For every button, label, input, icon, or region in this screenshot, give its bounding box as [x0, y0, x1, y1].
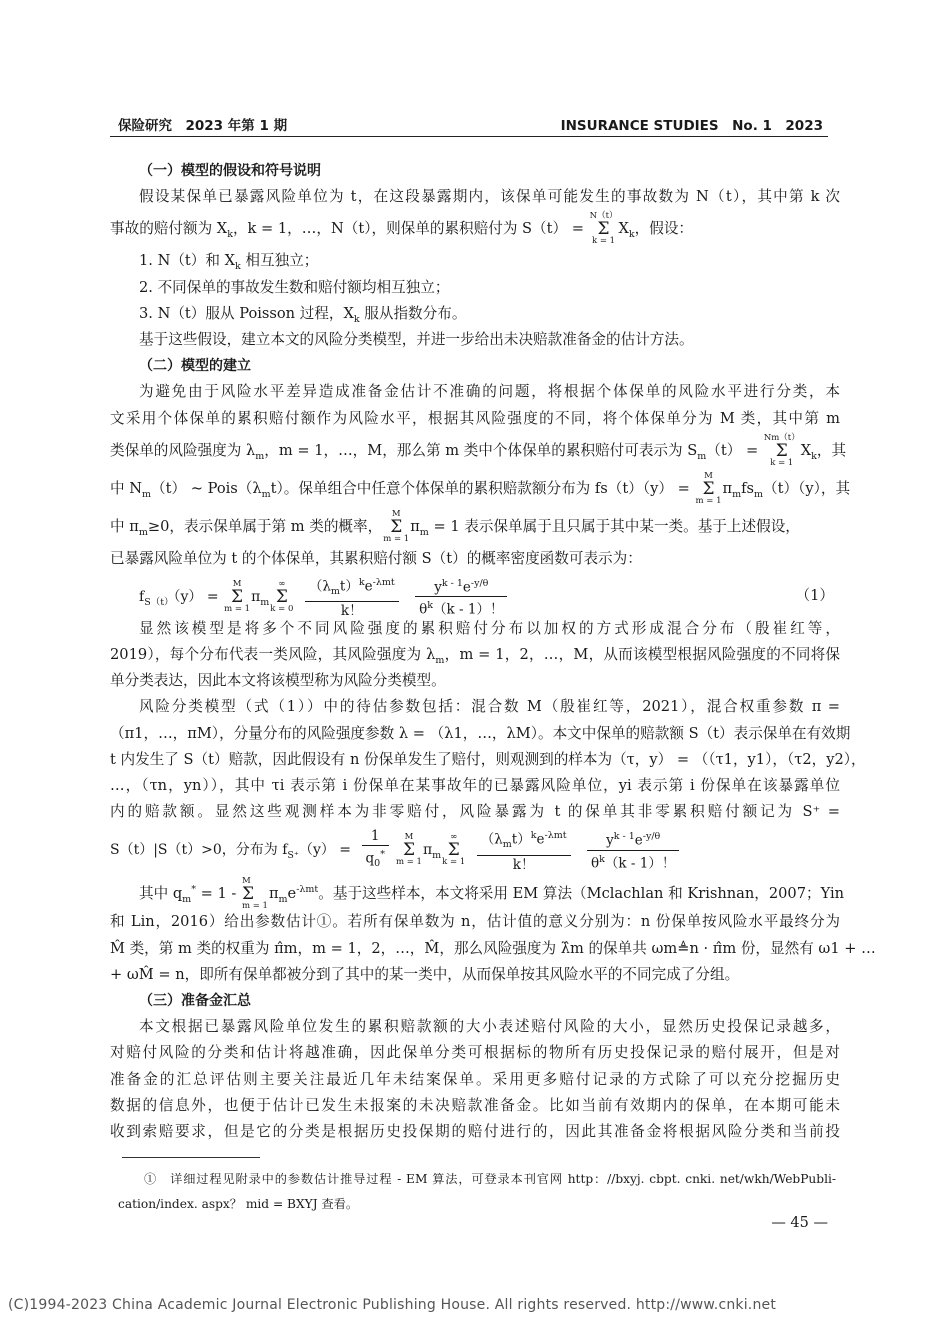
fraction: $\frac{(\lambda_mt)^ke^{-\lambda mt}}{k!}$	[305, 574, 399, 620]
equation-1: $f_{S(t)}(y)$ = M Σ m = 1 $\pi_m$ ∞ Σ k = 0 $\frac{(\lambda_mt)^ke^{-\lambda mt}}{k!}$ $\frac{y^{k - 1}e^{-y/\theta}}{\theta^k(k - 1)!}$ （1）	[110, 572, 840, 616]
footnote-line-2: cation/index. aspx？ mid = BXYJ 查看。	[118, 1197, 359, 1211]
paragraph-line: 假设某保单已暴露风险单位为 t，在这段暴露期内，该保单可能发生的事故数为 N（t），其中第 k 次	[139, 188, 840, 206]
summation-symbol: Nm（t） Σ k = 1	[763, 432, 800, 468]
paragraph-line: 数据的信息外，也便于估计已发生未报案的未决赔款准备金。比如当前有效期内的保单，在本期可能未	[110, 1096, 840, 1114]
paragraph-line: + ωM̂ = n，即所有保单都被分到了其中的某一类中，从而保单按其风险水平的不同完成了分组。	[110, 965, 740, 983]
paragraph-line: 本文根据已暴露风险单位发生的累积赔款额的大小表述赔付风险的大小，显然历史投保记录越多，	[139, 1018, 840, 1036]
paragraph-line: 内的赔款额。显然这些观测样本为非零赔付，风险暴露为 t 的保单其非零累积赔付额记为 S⁺ =	[110, 803, 840, 821]
paragraph-line: 文采用个体保单的累积赔付额作为风险水平，根据其风险强度的不同，将个体保单分为 M 类，其中第 m	[110, 409, 840, 427]
paragraph-line-with-sum: 事故的赔付额为 $X_k$，k = 1，…，N（t），则保单的累积赔付为 S（t） = N（t） Σ k = 1 $X_k$，假设：	[110, 211, 694, 247]
section-heading-3: （三）准备金汇总	[139, 992, 251, 1009]
paragraph-line: t 内发生了 S（t）赔款，因此假设有 n 份保单发生了赔付，则观测到的样本为（τ，y） = （（τ1，y1），（τ2，y2），	[110, 750, 866, 768]
summation-symbol: N（t） Σ k = 1	[589, 211, 618, 247]
paragraph-line: 显然该模型是将多个不同风险强度的累积赔付分布以加权的方式形成混合分布（殷崔红等，	[139, 619, 840, 637]
summation-symbol: ∞ Σ k = 1	[442, 832, 466, 868]
running-header-left: 保险研究 2023 年第 1 期	[118, 118, 288, 134]
fraction: $\frac{1}{q_0^*}$	[362, 827, 389, 873]
paragraph-line-with-sum: 其中 $q_m^* = 1$ - M Σ m = 1 $\pi_me^{-\lambda mt}$。基于这些样本，本文将采用 EM 算法（Mclachlan 和 Krishnan，2007；Yin	[139, 876, 845, 912]
list-item-2: 2. 不同保单的事故发生数和赔付额均相互独立；	[139, 278, 450, 296]
summation-symbol: M Σ m = 1	[695, 470, 722, 506]
paragraph-line: 已暴露风险单位为 t 的个体保单，其累积赔付额 S（t）的概率密度函数可表示为：	[110, 549, 642, 567]
section-heading-1: （一）模型的假设和符号说明	[139, 163, 321, 179]
paragraph-line: M̂ 类，第 m 类的权重为 π̂m，m = 1，2，…，M̂，那么风险强度为 λ̂m 的保单共 ωm≜n · π̂m 份，显然有 ω1 + …	[110, 939, 876, 957]
summation-symbol: M Σ m = 1	[383, 508, 410, 544]
paragraph-line: 对赔付风险的分类和估计将越准确，因此保单分类可根据标的物所有历史投保记录的赔付展开，但是对	[110, 1044, 840, 1062]
paragraph-line-with-sum: 中 $N_m(t)$ ~ $Pois(\lambda_mt)$。保单组合中任意个体保单的累积赔款额分布为 fs（t）（y） = M Σ m = 1 $\pi_mfs_m(t)(y)$，其	[110, 470, 851, 506]
paragraph-line: 2019），每个分布代表一类风险，其风险强度为 $\lambda_m$，m = 1，2，…，M，从而该模型根据风险强度的不同将保	[110, 646, 841, 666]
summation-symbol: M Σ m = 1	[224, 578, 251, 614]
list-item-1: 1. N（t）和 $X_k$ 相互独立；	[139, 252, 319, 273]
summation-symbol: M Σ m = 1	[395, 832, 422, 868]
paragraph-line: …，（τn，yn）），其中 τi 表示第 i 份保单在某事故年的已暴露风险单位，yi 表示第 i 份保单在该暴露单位	[110, 777, 840, 794]
paragraph-line: 准备金的汇总评估则主要关注最近几年未结案保单。采用更多赔付记录的方式除了可以充分挖掘历史	[110, 1070, 840, 1088]
paragraph-line: 为避免由于风险水平差异造成准备金估计不准确的问题，将根据个体保单的风险水平进行分类，本	[139, 383, 840, 401]
header-rule	[110, 136, 828, 137]
equation-2: S（t）|S（t）>0，分布为 $f_{S^+}(y)$ = $\frac{1}{q_0^*}$ M Σ m = 1 $\pi_m$ ∞ Σ k = 1 $\frac{(\lambda_mt)^ke^{-\lambda mt}}{k!}$ $\frac{y^{k - 1}e^{-y/\theta}}{\theta^k(k - 1)!}$	[110, 825, 840, 871]
paragraph-line: 收到索赔要求，但是它的分类是根据历史投保期的赔付进行的，因此其准备金将根据风险分类和当前投	[110, 1122, 840, 1140]
paragraph-line: 单分类表达，因此本文将该模型称为风险分类模型。	[110, 672, 446, 690]
summation-symbol: M Σ m = 1	[241, 876, 268, 912]
copyright-notice: (C)1994-2023 China Academic Journal Electronic Publishing House. All rights reserved. http://www.cnki.net	[8, 1297, 777, 1313]
footnote-line-1: ① 详细过程见附录中的参数估计推导过程 - EM 算法，可登录本刊官网 http：//bxyj. cbpt. cnki. net/wkh/WebPubli-	[144, 1172, 836, 1186]
footnote-rule	[122, 1157, 260, 1158]
fraction: $\frac{(\lambda_mt)^ke^{-\lambda mt}}{k!}$	[477, 827, 571, 873]
summation-symbol: ∞ Σ k = 0	[270, 578, 294, 614]
fraction: $\frac{y^{k - 1}e^{-y/\theta}}{\theta^k(k - 1)!}$	[415, 575, 507, 619]
list-item-3: 3. N（t）服从 Poisson 过程，$X_k$ 服从指数分布。	[139, 304, 467, 325]
equation-number: （1）	[795, 586, 834, 604]
paragraph-line-with-sum: 类保单的风险强度为 $\lambda_m$，m = 1，…，M，那么第 m 类中个体保单的累积赔付可表示为 $S_m(t)$ = Nm（t） Σ k = 1 $X_k$，其	[110, 432, 847, 468]
running-header-right: INSURANCE STUDIES No. 1 2023	[560, 118, 823, 134]
paragraph-line-with-sum: 中 $\pi_m\ge 0$，表示保单属于第 m 类的概率， M Σ m = 1 $\pi_m = 1$ 表示保单属于且只属于其中某一类。基于上述假设，	[110, 508, 800, 544]
paragraph-line: 基于这些假设，建立本文的风险分类模型，并进一步给出未决赔款准备金的估计方法。	[139, 330, 694, 348]
paragraph-line: 和 Lin，2016）给出参数估计①。若所有保单数为 n，估计值的意义分别为：n 份保单按风险水平最终分为	[110, 913, 840, 931]
paragraph-line: （π1，…，πM），分量分布的风险强度参数 λ = （λ1，…，λM）。本文中保单的赔款额 S（t）表示保单在有效期	[110, 724, 851, 742]
fraction: $\frac{y^{k - 1}e^{-y/\theta}}{\theta^k(k - 1)!}$	[587, 828, 679, 872]
footnote	[118, 1167, 836, 1217]
page-number: — 45 —	[771, 1215, 828, 1231]
section-heading-2: （二）模型的建立	[139, 358, 251, 375]
paragraph-line: 风险分类模型（式（1））中的待估参数包括：混合数 M（殷崔红等，2021），混合权重参数 π =	[139, 698, 840, 716]
body-text	[110, 158, 876, 1145]
